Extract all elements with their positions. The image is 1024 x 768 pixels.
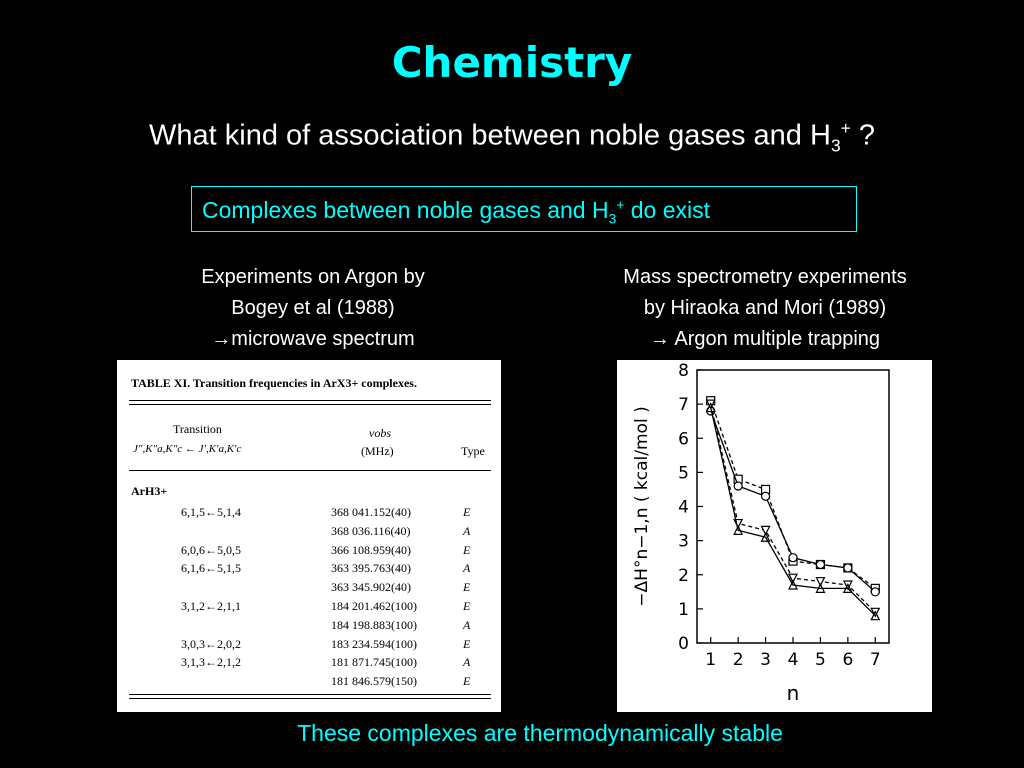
enthalpy-chart-image [617, 360, 932, 712]
table-cell-type: A [463, 655, 471, 670]
left-caption [148, 262, 478, 355]
table-cell-type: A [463, 561, 471, 576]
right-caption [575, 262, 955, 355]
conclusion-sub: 3 [608, 211, 617, 227]
conclusion-tail: do exist [624, 197, 710, 223]
table-rule-bottom2 [129, 698, 491, 699]
table-cell-frequency: 368 036.116(40) [331, 523, 411, 538]
x-tick-label: 1 [705, 650, 717, 670]
slide-title: Chemistry [391, 38, 633, 87]
y-tick-label: 8 [678, 361, 689, 381]
table-cell-frequency: 183 234.594(100) [331, 636, 417, 651]
header-freq-unit: (MHz) [361, 444, 394, 458]
data-point-circle [816, 561, 824, 569]
table-cell-transition: 3,1,2←2,1,1 [181, 599, 241, 613]
question-text [0, 118, 1024, 156]
table-cell-frequency: 181 846.579(150) [331, 674, 417, 689]
table-cell-type: E [463, 599, 471, 613]
x-tick-label: 4 [787, 650, 799, 670]
question-tail: ? [850, 119, 875, 152]
question-sub: 3 [830, 135, 841, 156]
data-point-circle [734, 482, 742, 490]
table-cell-transition: 6,1,6←5,1,5 [181, 561, 241, 576]
table-cell-frequency: 368 041.152(40) [331, 505, 411, 519]
x-tick-label: 2 [732, 650, 744, 670]
enthalpy-chart [617, 360, 932, 712]
table-cell-type: E [463, 580, 471, 595]
x-tick-label: 6 [842, 650, 854, 670]
data-point-circle [789, 554, 797, 562]
table-cell-type: E [463, 674, 471, 689]
table-cell-frequency: 363 345.902(40) [331, 580, 411, 595]
table-cell-type: A [463, 523, 471, 538]
conclusion-sup: + [616, 197, 625, 213]
y-tick-label: 2 [678, 565, 689, 586]
left-caption-line3: →microwave spectrum [211, 328, 415, 350]
species-label: ArH3+ [131, 484, 168, 498]
table-cell-frequency: 184 198.883(100) [331, 617, 417, 632]
table-cell-type: E [463, 505, 471, 519]
question-main: What kind of association between noble gases and H [149, 119, 831, 152]
x-tick-label: 3 [760, 650, 771, 670]
table-cell-frequency: 366 108.959(40) [331, 542, 411, 557]
y-tick-label: 0 [678, 634, 689, 654]
right-caption-line1: Mass spectrometry experiments [623, 266, 907, 288]
transition-table-image [117, 360, 501, 712]
y-tick-label: 6 [678, 429, 689, 450]
x-axis-label: n [786, 681, 800, 705]
table-rule-top2 [129, 404, 491, 405]
y-axis-label: −ΔH°n−1,n ( kcal/mol ) [632, 406, 652, 607]
table-cell-frequency: 363 395.763(40) [331, 561, 411, 576]
header-transition: Transition [173, 422, 222, 436]
header-type: Type [461, 444, 485, 458]
table-rule-top [129, 400, 491, 401]
table-cell-transition: 6,1,5←5,1,4 [181, 505, 241, 519]
x-tick-label: 7 [869, 650, 881, 670]
table-cell-transition: 6,0,6←5,0,5 [181, 542, 241, 557]
x-tick-label: 5 [815, 650, 826, 670]
table-cell-type: A [463, 617, 471, 632]
right-caption-line2: by Hiraoka and Mori (1989) [643, 297, 887, 319]
table-cell-frequency: 184 201.462(100) [331, 599, 417, 613]
footer-text: These complexes are thermodynamically stable [297, 720, 783, 746]
data-point-circle [762, 492, 770, 500]
y-tick-label: 1 [678, 599, 689, 620]
table-cell-frequency: 181 871.745(100) [331, 655, 417, 670]
right-caption-line3: → Argon multiple trapping [649, 328, 881, 350]
table-cell-transition: 3,0,3←2,0,2 [181, 636, 241, 651]
table-title: TABLE XI. Transition frequencies in ArX3+ complexes. [131, 376, 417, 390]
table-rule-bottom [129, 694, 491, 695]
table-cell-type: E [463, 636, 471, 651]
header-freq: νobs [369, 426, 391, 440]
left-caption-line1: Experiments on Argon by [201, 266, 425, 288]
plot-frame [697, 370, 889, 643]
y-tick-label: 7 [678, 395, 689, 416]
conclusion-main: Complexes between noble gases and H [202, 197, 609, 223]
data-point-circle [844, 564, 852, 572]
conclusion-box [191, 186, 857, 232]
table-cell-type: E [463, 542, 471, 557]
data-point-circle [871, 588, 879, 596]
header-transition-sub: J″,K″a,K″c ← J′,K′a,K′c [133, 443, 242, 455]
y-tick-label: 5 [678, 463, 689, 484]
y-tick-label: 3 [678, 531, 689, 552]
question-sup: + [840, 118, 851, 138]
left-caption-line2: Bogey et al (1988) [231, 297, 395, 319]
table-rule-mid [129, 470, 491, 471]
table-cell-transition: 3,1,3←2,1,2 [181, 655, 241, 670]
y-tick-label: 4 [678, 497, 689, 518]
